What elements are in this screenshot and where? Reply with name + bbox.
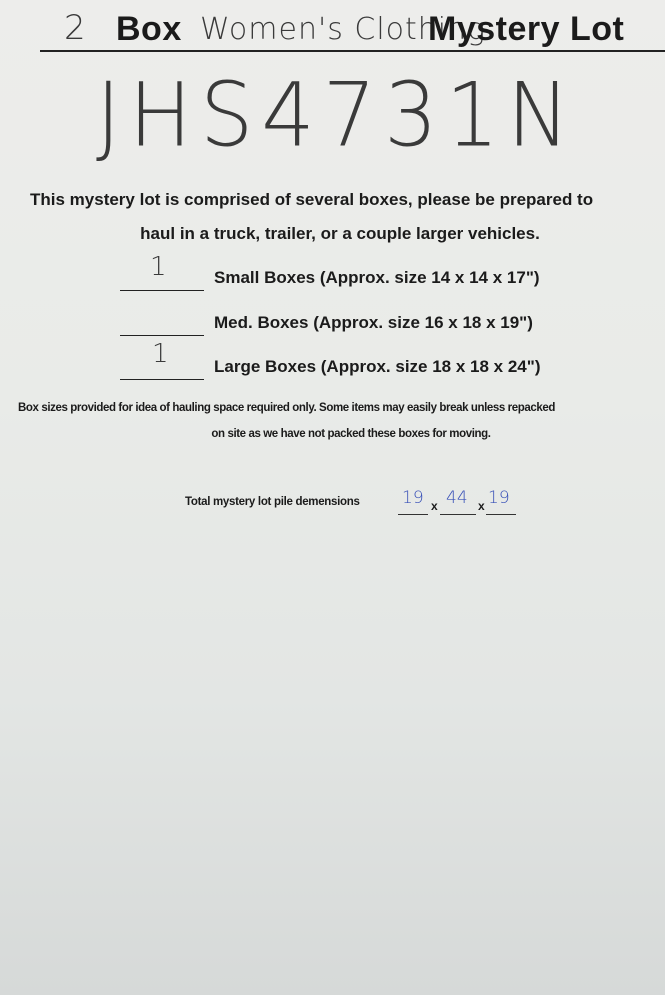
- note-line-1: Box sizes provided for idea of hauling space required only. Some items may easily break unless repacked: [18, 402, 555, 414]
- small-boxes-label: Small Boxes (Approx. size 14 x 14 x 17"): [214, 268, 540, 287]
- large-boxes-label: Large Boxes (Approx. size 18 x 18 x 24"): [214, 357, 541, 376]
- handwritten-box-count: 2: [64, 8, 86, 48]
- dim3-value: 19: [488, 488, 510, 508]
- small-boxes-count: 1: [150, 252, 167, 282]
- title-box-word: Box: [116, 10, 182, 48]
- dim1-value: 19: [402, 488, 424, 508]
- dim2-value: 44: [446, 488, 468, 508]
- handwritten-lot-code: JHS4731N: [96, 63, 578, 167]
- total-dimensions-label: Total mystery lot pile demensions: [185, 496, 360, 508]
- dim-separator-1: x: [431, 499, 438, 513]
- intro-line-2: haul in a truck, trailer, or a couple larger vehicles.: [140, 224, 540, 243]
- note-line-2: on site as we have not packed these boxes for moving.: [211, 428, 491, 440]
- handwritten-lot-description: Women's Clothing: [200, 12, 487, 47]
- medium-boxes-label: Med. Boxes (Approx. size 16 x 18 x 19"): [214, 313, 533, 332]
- dim2-blank: [440, 514, 476, 515]
- dim3-blank: [486, 514, 516, 515]
- title-mystery-lot: Mystery Lot: [428, 10, 625, 48]
- large-boxes-count: 1: [152, 339, 169, 369]
- intro-line-1: This mystery lot is comprised of several boxes, please be prepared to: [30, 190, 594, 209]
- dim1-blank: [398, 514, 428, 515]
- dim-separator-2: x: [478, 499, 485, 513]
